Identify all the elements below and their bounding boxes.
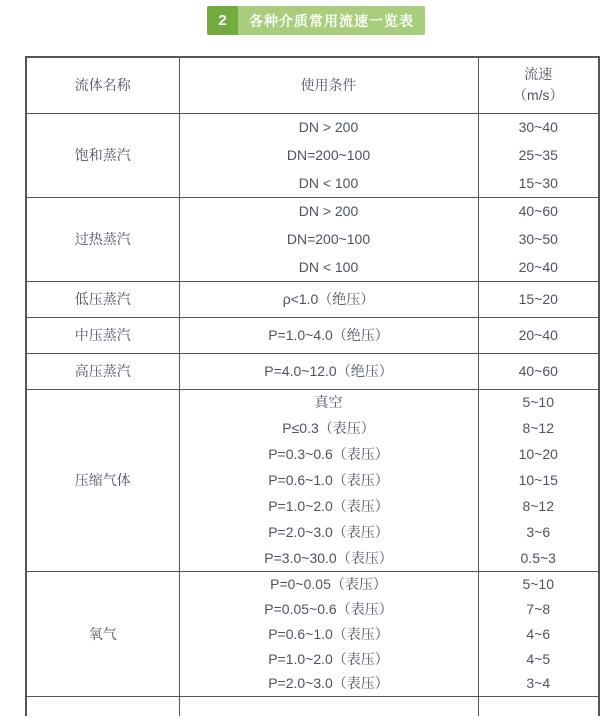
flow-speed-cell: 15~20 [478, 281, 599, 317]
flow-speed-cell: 5~10 [478, 571, 599, 596]
usage-condition-cell: P=0~0.05（表压） [179, 571, 478, 596]
table-row [26, 281, 599, 317]
fluid-name-cell [26, 696, 179, 716]
usage-condition-cell: P=0.6~1.0（表压） [179, 621, 478, 646]
section-number-badge: 2 [207, 6, 238, 35]
table-row [26, 197, 599, 225]
flow-velocity-table [25, 56, 600, 716]
usage-condition-cell: P=1.0~4.0（绝压） [179, 317, 478, 353]
flow-speed-cell: 7~8 [526, 600, 551, 617]
usage-condition-cell: P=0.6~1.0（表压） [179, 467, 478, 493]
flow-speed-cell: 30~40 [478, 113, 599, 141]
flow-speed-cell: 30~50 [518, 231, 558, 247]
header-flow-speed-line1: 流速 [524, 66, 553, 83]
usage-condition-cell: ρ<1.0（绝压） [179, 281, 478, 317]
usage-condition-cell: P=4.0~12.0（绝压） [179, 353, 478, 389]
fluid-name-cell: 高压蒸汽 [26, 353, 179, 389]
section-title: 各种介质常用流速一览表 [238, 6, 425, 35]
table-header-row [26, 57, 599, 113]
usage-condition-cell [179, 696, 478, 716]
fluid-name-cell: 饱和蒸汽 [26, 113, 179, 197]
flow-speed-cell: 15~30 [518, 174, 558, 191]
table-row [26, 317, 599, 353]
fluid-name-cell: 氧气 [26, 571, 179, 696]
flow-speed-cell: 3~6 [526, 524, 551, 540]
usage-condition-cell: DN > 200 [179, 197, 478, 225]
flow-speed-cell: 0.5~3 [520, 549, 556, 566]
usage-condition-cell: P=0.05~0.6（表压） [179, 596, 478, 621]
flow-speed-cell: 3~4 [526, 675, 551, 692]
header-flow-speed-line2: （m/s） [512, 87, 564, 104]
usage-condition-cell: DN < 100 [179, 169, 478, 197]
usage-condition-cell: P=2.0~3.0（表压） [179, 519, 478, 545]
flow-speed-cell: 20~40 [478, 317, 599, 353]
usage-condition-cell: P=2.0~3.0（表压） [179, 671, 478, 696]
flow-speed-cell: 10~20 [518, 446, 558, 462]
usage-condition-cell: DN=200~100 [179, 141, 478, 169]
usage-condition-cell: P=3.0~30.0（表压） [179, 545, 478, 571]
flow-speed-cell: 40~60 [478, 353, 599, 389]
fluid-name-cell: 低压蒸汽 [26, 281, 179, 317]
flow-speed-cell: 5~10 [478, 389, 599, 415]
usage-condition-cell: DN > 200 [179, 113, 478, 141]
usage-condition-cell: P≤0.3（表压） [179, 415, 478, 441]
flow-speed-cell: 20~40 [518, 258, 558, 275]
flow-speed-cell: 25~35 [518, 147, 558, 163]
header-flow-speed [478, 57, 599, 113]
usage-condition-cell: P=1.0~2.0（表压） [179, 493, 478, 519]
usage-condition-cell: P=1.0~2.0（表压） [179, 646, 478, 671]
usage-condition-cell: DN < 100 [179, 253, 478, 281]
table-row [26, 389, 599, 415]
table-row [26, 696, 599, 716]
flow-speed-cell: 8~12 [522, 498, 555, 514]
table-row [26, 353, 599, 389]
table-row [26, 571, 599, 596]
table-row [26, 113, 599, 141]
flow-speed-cell: 10~15 [518, 472, 558, 488]
usage-condition-cell: 真空 [179, 389, 478, 415]
section-header-badge [207, 6, 425, 35]
fluid-name-cell: 中压蒸汽 [26, 317, 179, 353]
usage-condition-cell: DN=200~100 [179, 225, 478, 253]
flow-speed-cell: 40~60 [478, 197, 599, 225]
header-fluid-name: 流体名称 [26, 57, 179, 113]
flow-speed-cell [478, 696, 599, 716]
fluid-name-cell: 压缩气体 [26, 389, 179, 571]
flow-speed-cell: 8~12 [522, 420, 555, 436]
usage-condition-cell: P=0.3~0.6（表压） [179, 441, 478, 467]
flow-speed-cell: 4~6 [526, 625, 551, 642]
flow-speed-cell: 4~5 [526, 650, 551, 667]
header-usage-condition: 使用条件 [179, 57, 478, 113]
fluid-name-cell: 过热蒸汽 [26, 197, 179, 281]
